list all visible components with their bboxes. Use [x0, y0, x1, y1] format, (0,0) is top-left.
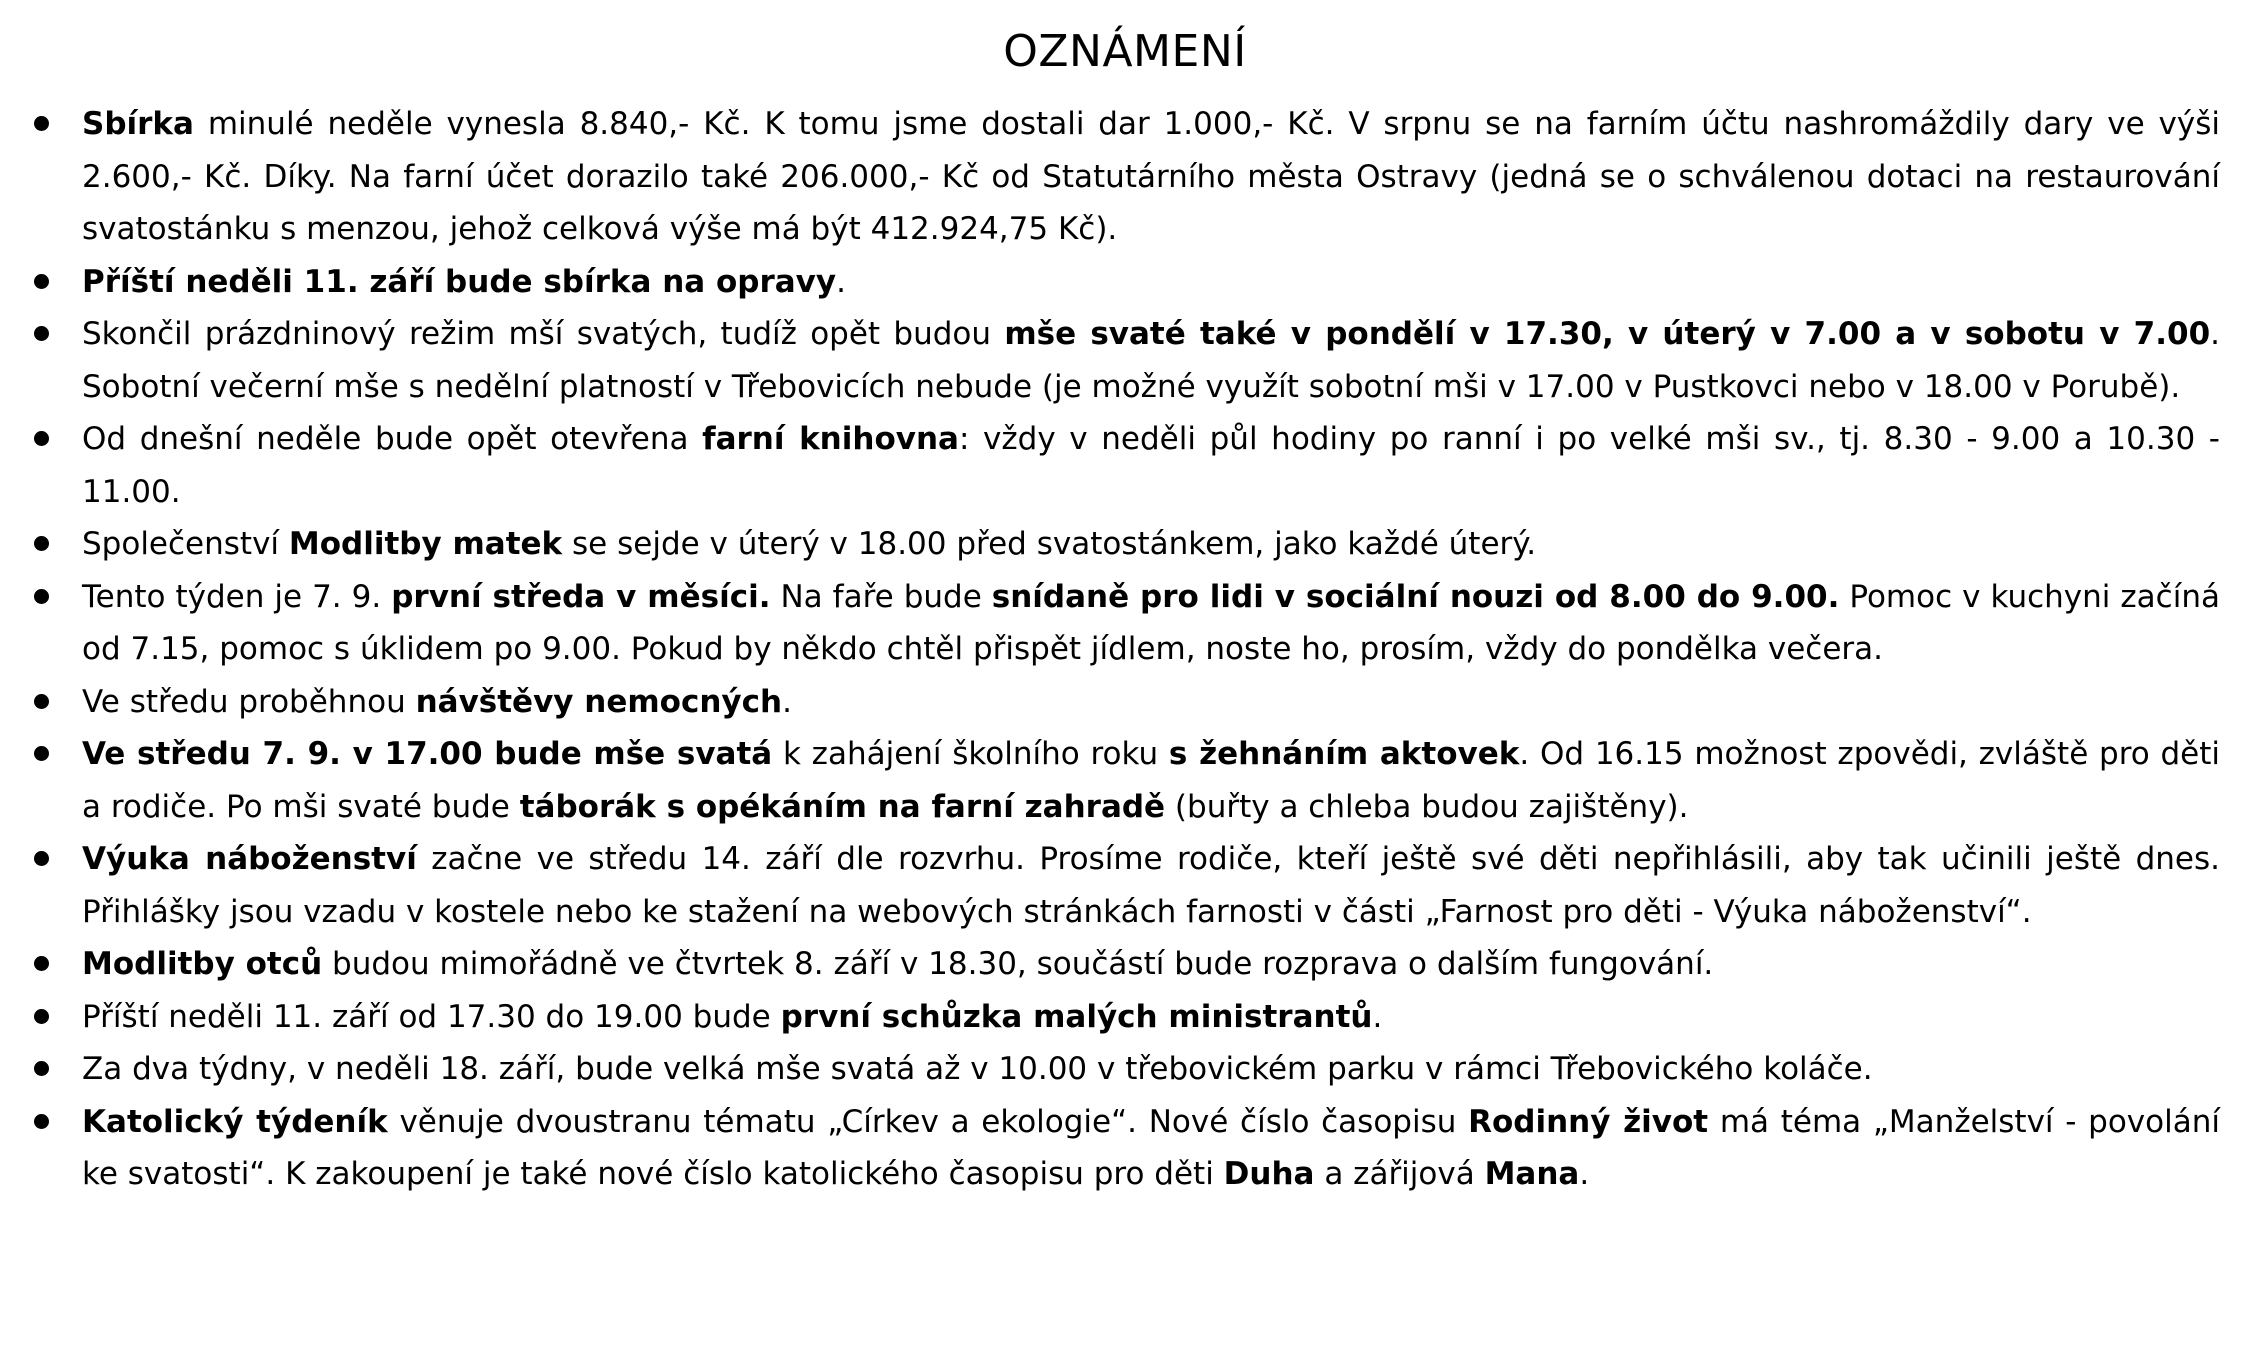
body-text: Od dnešní neděle bude opět otevřena — [82, 421, 703, 457]
bullet-icon — [34, 589, 49, 604]
bullet-icon — [34, 1114, 49, 1129]
highlighted-text: návštěvy nemocných — [415, 683, 783, 720]
announcement-text — [82, 571, 2220, 676]
highlighted-text: Duha — [1223, 1156, 1315, 1192]
announcement-item — [30, 938, 2220, 991]
announcement-text — [82, 991, 2220, 1044]
announcement-text — [82, 308, 2220, 413]
body-text: se sejde v úterý v 18.00 před svatostánkem, jako každé úterý. — [562, 526, 1537, 562]
announcement-item — [30, 676, 2220, 729]
highlighted-text: Katolický týdeník — [82, 1103, 388, 1140]
announcement-item — [30, 991, 2220, 1044]
highlighted-text: snídaně pro lidi v sociální nouzi od 8.00 do 9.00. — [991, 578, 1840, 615]
announcement-text — [82, 938, 2220, 991]
highlighted-text: farní knihovna — [702, 421, 959, 457]
announcement-text — [82, 413, 2220, 518]
highlighted-text: Výuka náboženství — [82, 841, 417, 877]
announcement-item — [30, 571, 2220, 676]
announcement-text — [82, 518, 2220, 571]
body-text: : vždy v neděli půl hodiny po ranní i po velké mši sv., tj. 8.30 - 9.00 a 10.30 - 11.00. — [82, 421, 2220, 510]
bullet-icon — [34, 1061, 49, 1076]
body-text: . Sobotní večerní mše s nedělní platností v Třebovicích nebude (je možné využít sobotní mši v 17.00 v Pustkovci nebo v 18.00 v Porubě). — [82, 316, 2220, 405]
highlighted-text: Příští neděli 11. září bude sbírka na opravy — [82, 263, 837, 300]
body-text: k zahájení školního roku — [772, 736, 1169, 772]
body-text: budou mimořádně ve čtvrtek 8. září v 18.30, součástí bude rozprava o dalším fungování. — [322, 946, 1714, 982]
announcement-item — [30, 728, 2220, 833]
announcement-list — [30, 98, 2220, 1201]
body-text: minulé neděle vynesla 8.840,- Kč. K tomu jsme dostali dar 1.000,- Kč. V srpnu se na farním účtu nashromáždily dary ve výši 2.600,- Kč. Díky. Na farní účet dorazilo také 206.000,- Kč od Statutárního města Ostravy (jedná se o schválenou dotaci na restaurování svatostánku s menzou, jehož celková výše má být 412.924,75 Kč). — [82, 106, 2220, 247]
body-text: Skončil prázdninový režim mší svatých, tudíž opět budou — [82, 316, 1005, 352]
body-text: . — [1372, 998, 1383, 1035]
announcement-text — [82, 1043, 2220, 1096]
body-text: Za dva týdny, v neděli 18. září, bude velká mše svatá až v 10.00 v třebovickém parku v rámci Třebovického koláče. — [82, 1051, 1873, 1087]
body-text: . Od 16.15 možnost zpovědi, zvláště pro děti a rodiče. Po mši svaté bude — [82, 736, 2220, 825]
announcement-item — [30, 413, 2220, 518]
bullet-icon — [34, 536, 49, 551]
announcement-text — [82, 1096, 2220, 1201]
bullet-icon — [34, 746, 49, 761]
body-text: věnuje dvoustranu tématu „Církev a ekologie“. Nové číslo časopisu — [387, 1103, 1469, 1140]
body-text: Na faře bude — [770, 578, 992, 615]
announcement-item — [30, 256, 2220, 309]
body-text: Příští neděli 11. září od 17.30 do 19.00 bude — [82, 998, 781, 1035]
bullet-icon — [34, 116, 49, 131]
body-text: Tento týden je 7. 9. — [82, 578, 392, 615]
highlighted-text: mše svaté také v pondělí v 17.30, v úterý v 7.00 a v sobotu v 7.00 — [1004, 316, 2211, 352]
announcement-item — [30, 1043, 2220, 1096]
body-text: Pomoc v kuchyni začíná od 7.15, pomoc s úklidem po 9.00. Pokud by někdo chtěl přispět jídlem, noste ho, prosím, vždy do pondělka večera. — [82, 578, 2220, 667]
highlighted-text: první schůzka malých ministrantů — [780, 998, 1373, 1035]
highlighted-text: Rodinný život — [1468, 1103, 1709, 1140]
body-text: . — [1579, 1156, 1590, 1192]
body-text: začne ve středu 14. září dle rozvrhu. Prosíme rodiče, kteří ještě své děti nepřihlásili, aby tak učinili ještě dnes. Přihlášky jsou vzadu v kostele nebo ke stažení na webových stránkách farnosti v části „Farnost pro děti - Výuka náboženství“. — [82, 841, 2220, 930]
bullet-icon — [34, 956, 49, 971]
page-title: OZNÁMENÍ — [1003, 26, 1247, 77]
bullet-icon — [34, 326, 49, 341]
announcement-item — [30, 98, 2220, 256]
announcement-text — [82, 98, 2220, 256]
body-text: a zářijová — [1314, 1156, 1485, 1192]
body-text: (buřty a chleba budou zajištěny). — [1165, 788, 1689, 825]
announcement-text — [82, 256, 2220, 309]
body-text: Společenství — [82, 526, 289, 562]
announcement-item — [30, 1096, 2220, 1201]
highlighted-text: Modlitby otců — [82, 946, 323, 982]
body-text: má téma „Manželství - povolání ke svatosti“. K zakoupení je také nové číslo katolického časopisu pro děti — [82, 1103, 2220, 1192]
highlighted-text: Ve středu 7. 9. v 17.00 bude mše svatá — [82, 736, 773, 772]
announcement-text — [82, 728, 2220, 833]
bullet-icon — [34, 1009, 49, 1024]
body-text: . — [836, 263, 846, 300]
highlighted-text: s žehnáním aktovek — [1168, 736, 1520, 772]
highlighted-text: táborák s opékáním na farní zahradě — [519, 788, 1166, 825]
announcement-item — [30, 518, 2220, 571]
highlighted-text: Sbírka — [82, 106, 194, 142]
highlighted-text: první středa v měsíci. — [391, 578, 771, 615]
highlighted-text: Modlitby matek — [288, 526, 563, 562]
body-text: . — [782, 683, 792, 720]
announcement-item — [30, 833, 2220, 938]
body-text: Ve středu proběhnou — [82, 683, 416, 720]
bullet-icon — [34, 694, 49, 709]
bullet-icon — [34, 851, 49, 866]
highlighted-text: Mana — [1484, 1156, 1580, 1192]
announcement-item — [30, 308, 2220, 413]
bullet-icon — [34, 274, 49, 289]
bullet-icon — [34, 431, 49, 446]
announcement-text — [82, 833, 2220, 938]
announcement-text — [82, 676, 2220, 729]
